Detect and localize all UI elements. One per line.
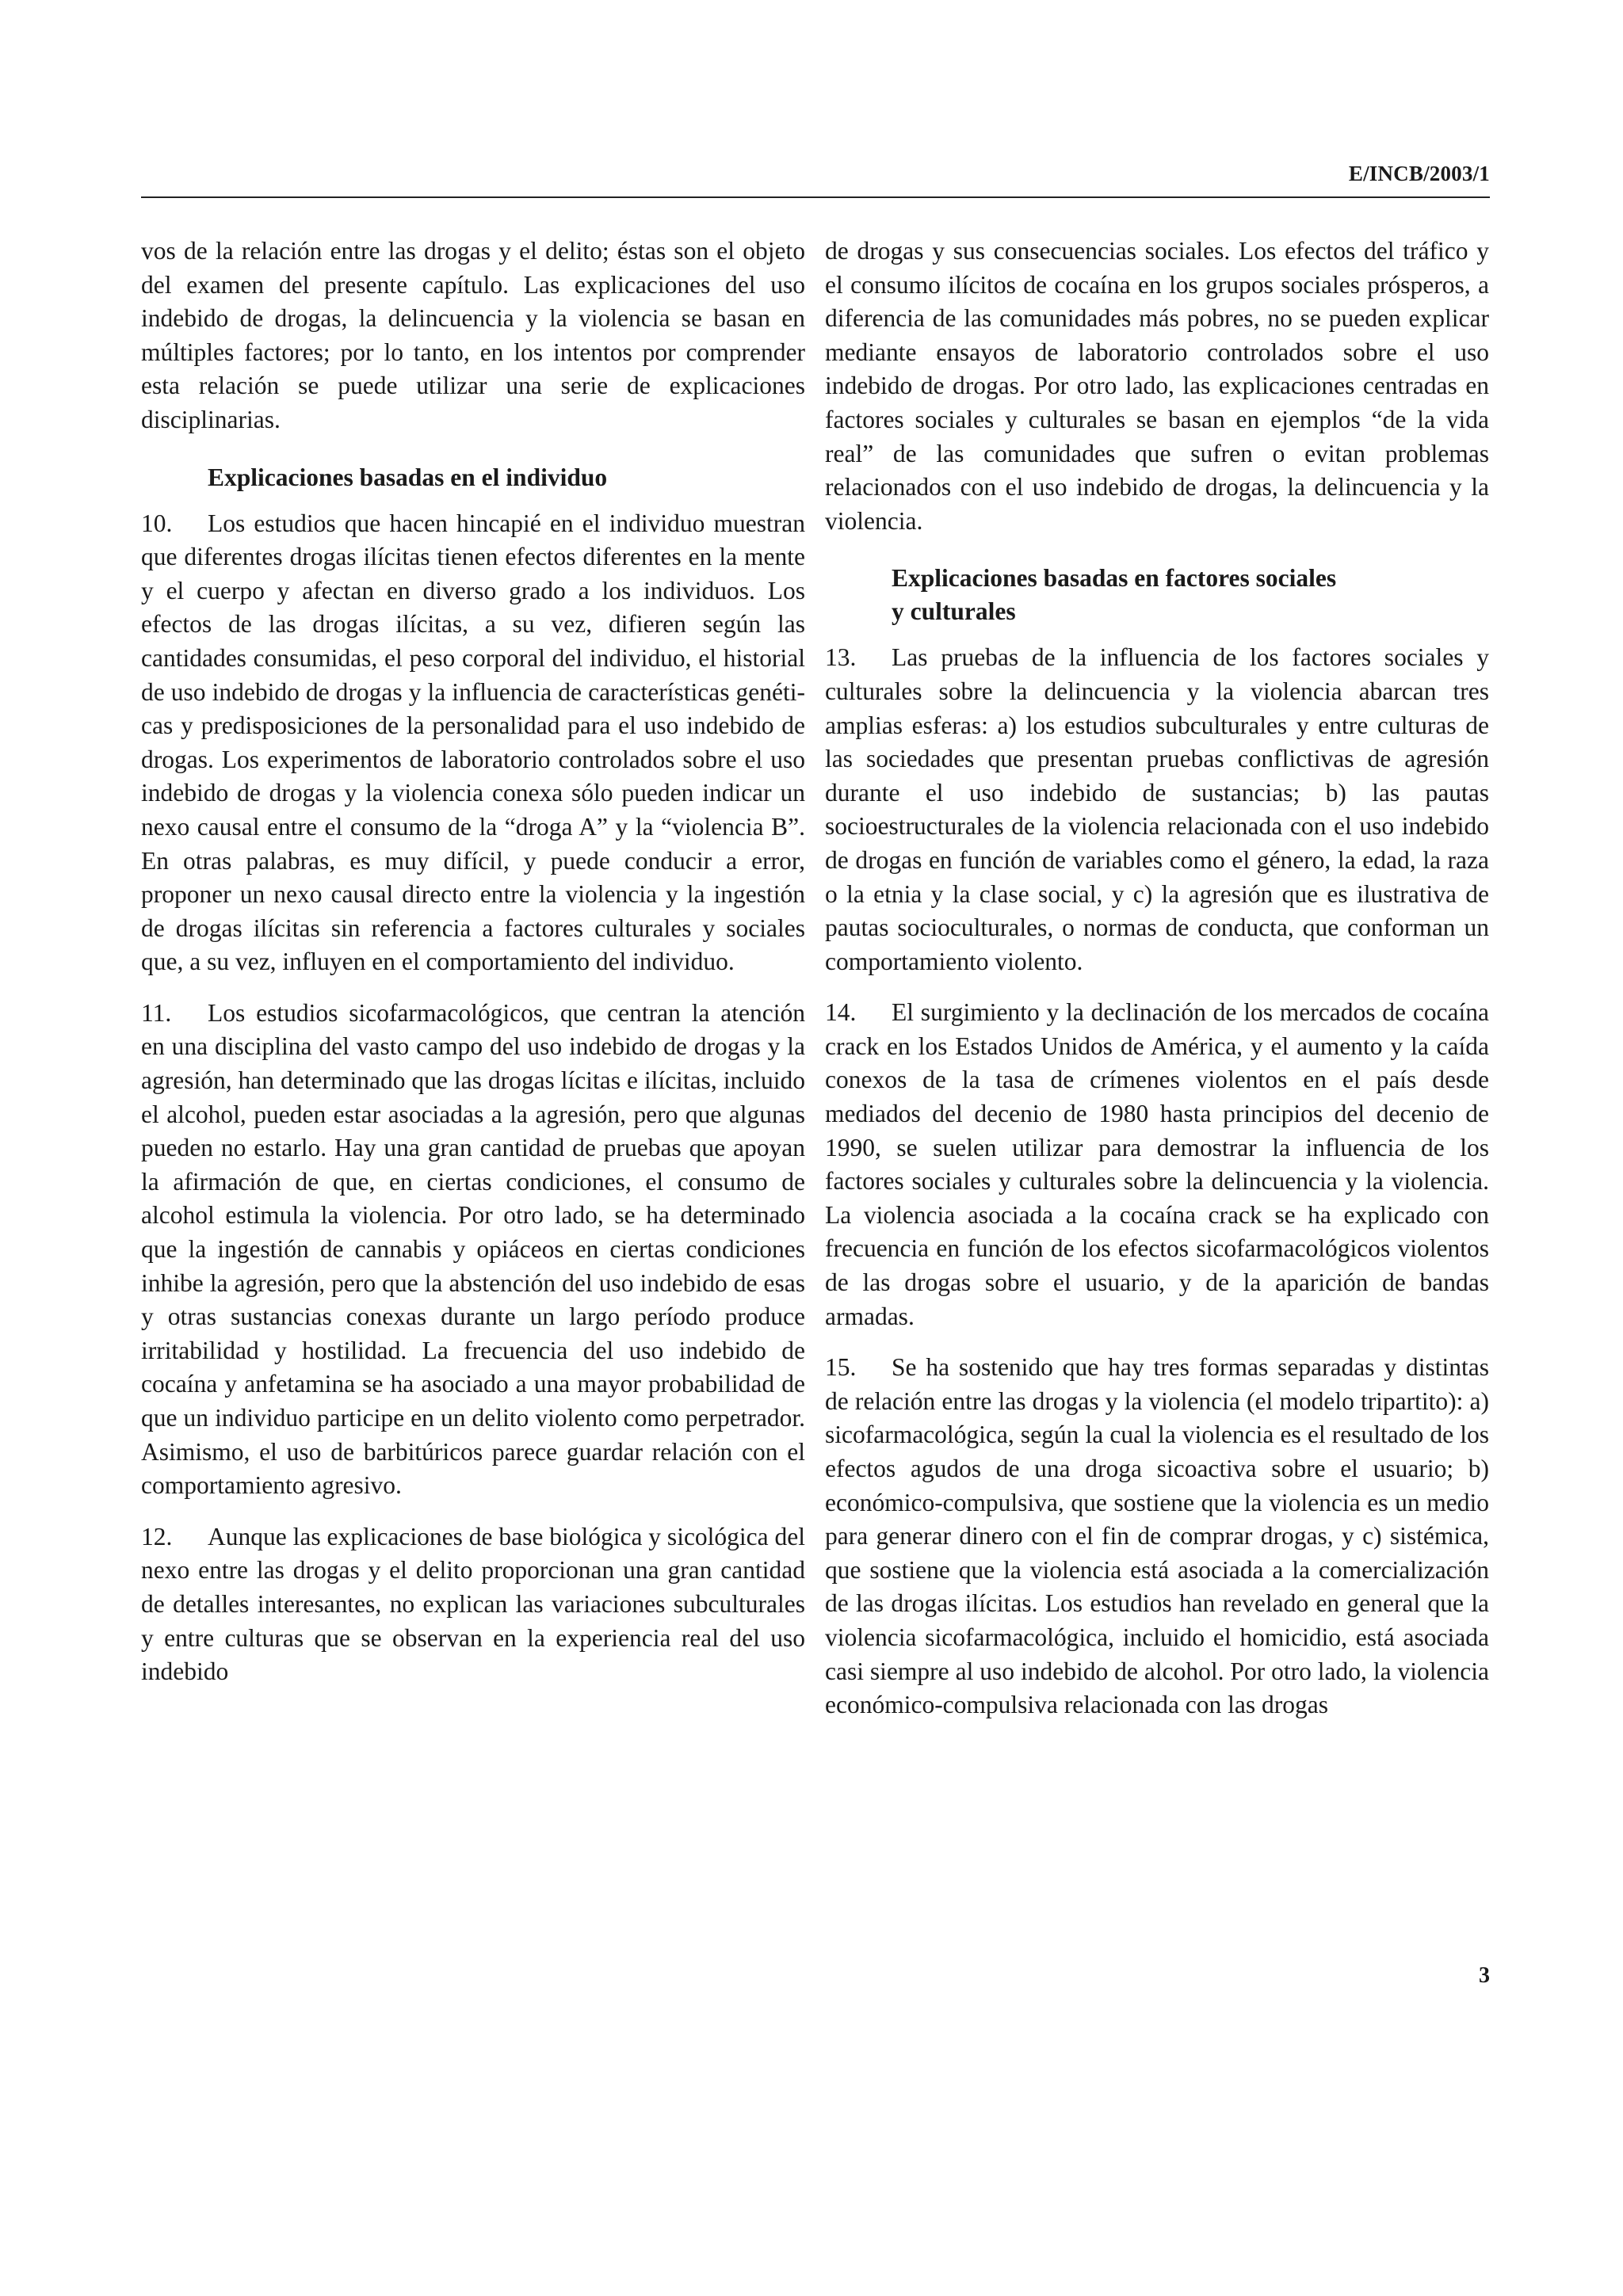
document-symbol: E/INCB/2003/1 bbox=[1348, 162, 1490, 185]
heading-line-1: Explicaciones basadas en factores sociales bbox=[892, 564, 1337, 593]
paragraph-text: Aunque las explicaciones de base biológica y sicológica del nexo entre las drogas y el delito proporcionan una gran cantidad de detalles interesantes, no explican las variaciones subculturales y entre culturas que se observan en la experiencia real del uso indebido bbox=[141, 1522, 806, 1686]
paragraph-10 bbox=[141, 507, 805, 979]
section-heading-social-cultural bbox=[892, 562, 1489, 628]
paragraph-11 bbox=[141, 997, 805, 1503]
paragraph-number: 14. bbox=[825, 998, 857, 1027]
paragraph-14 bbox=[825, 996, 1489, 1333]
paragraph-number: 11. bbox=[141, 998, 172, 1027]
paragraph-15 bbox=[825, 1351, 1489, 1722]
intro-continuation-paragraph: vos de la relación entre las drogas y el delito; éstas son el objeto del examen del presente capítulo. Las explicaciones del uso indebido de drogas, la delincuencia y la violencia se basan en múltiples factores; por lo tanto, en los intentos por comprender esta relación se puede utilizar una serie de explicaciones disciplinarias. bbox=[141, 237, 805, 433]
paragraph-12 bbox=[141, 1520, 805, 1689]
section-heading-individual: Explicaciones basadas en el individuo bbox=[208, 463, 608, 491]
paragraph-text: Los estudios sicofarmacológicos, que centran la atención en una disciplina del vasto campo del uso indebido de drogas y la agresión, han determinado que las drogas lícitas e ilícitas, incluido el alcohol, pueden estar asociadas a la agresión, pero que algunas pueden no estarlo. Hay una gran cantidad de pruebas que apoyan la afirmación de que, en ciertas condiciones, el consumo de alcohol estimula la violencia. Por otro lado, se ha determinado que la ingestión de cannabis y opiáceos en ciertas condiciones inhibe la agresión, pero que la abstención del uso indebido de esas y otras sustancias conexas durante un largo período produce irritabilidad y hostilidad. La frecuencia del uso indebido de cocaína y anfetamina se ha asociado a una mayor probabilidad de que un individuo participe en un delito violento como perpetrador. Asimismo, el uso de barbitúricos parece guardar relación con el comportamiento agresivo. bbox=[141, 998, 805, 1500]
paragraph-number: 13. bbox=[825, 643, 857, 672]
right-column bbox=[825, 235, 1489, 1740]
paragraph-text: Se ha sostenido que hay tres formas separadas y distintas de relación entre las drogas y la violencia (el modelo tripartito): a) sicofarmacológica, según la cual la violencia es el resultado de los efectos agudos de una droga sicoactiva sobre el usuario; b) económico-compulsiva, que sostiene que la violencia es un medio para generar dinero con el fin de comprar drogas, y c) sistémica, que sostiene que la violencia está asociada a la comercialización de las drogas ilícitas. Los estudios han revelado en general que la violencia sicofarmacológica, incluido el homicidio, está asociada casi siempre al uso indebido de alcohol. Por otro lado, la violencia económico-compulsiva relacionada con las drogas bbox=[825, 1353, 1489, 1719]
paragraph-number: 12. bbox=[141, 1522, 173, 1550]
header-divider bbox=[141, 196, 1490, 198]
paragraph-number: 15. bbox=[825, 1353, 857, 1382]
paragraph-text: Las pruebas de la influencia de los factores sociales y culturales sobre la delincuencia y la violencia abarcan tres amplias esferas: a) los estudios subculturales y entre culturas de las sociedades que presentan pruebas conflictivas de agresión durante el uso indebido de sustancias; b) las pautas socioestructurales de la violencia relacionada con el uso indebido de drogas en función de variables como el género, la edad, la raza o la etnia y la clase social, y c) la agresión que es ilustrativa de pautas socioculturales, o normas de conducta, que conforman un comportamiento violento. bbox=[825, 643, 1489, 975]
paragraph-number: 10. bbox=[141, 509, 173, 537]
paragraph-text: El surgimiento y la declinación de los mercados de cocaína crack en los Estados Unidos de América, y el aumento y la caída conexos de la tasa de crímenes violentos en el país desde mediados del decenio de 1980 hasta principios del decenio de 1990, se suelen utilizar para demostrar la influencia de los factores sociales y culturales sobre la delincuencia y la violencia. La violencia asociada a la cocaína crack se ha explicado con frecuencia en función de los efectos sicofarmacológicos violentos de las drogas sobre el usuario, y de la aparición de bandas armadas. bbox=[825, 998, 1489, 1330]
page-number: 3 bbox=[1479, 1963, 1490, 1988]
paragraph-text: Los estudios que hacen hincapié en el individuo muestran que diferentes drogas ilícitas tienen efectos diferentes en la mente y el cuerpo y afectan en diverso grado a los individuos. Los efectos de las drogas ilícitas, a su vez, difieren según las cantidades consumidas, el peso corporal del individuo, el historial de uso indebido de drogas y la influencia de características genéticas y predisposiciones de la personalidad para el uso indebido de drogas. Los experimentos de laboratorio controlados sobre el uso indebido de drogas y la violencia conexa sólo pueden indicar un nexo causal entre el consumo de la “droga A” y la “violencia B”. En otras palabras, es muy difícil, y puede conducir a error, proponer un nexo causal directo entre la violencia y la ingestión de drogas ilícitas sin referencia a factores culturales y sociales que, a su vez, influyen en el comportamiento del individuo. bbox=[141, 509, 805, 976]
paragraph-13 bbox=[825, 641, 1489, 978]
continuation-paragraph: de drogas y sus consecuencias sociales. Los efectos del tráfico y el consumo ilícitos de cocaína en los grupos sociales prósperos, a diferencia de las comunidades más pobres, no se pueden explicar mediante ensayos de laboratorio controlados sobre el uso indebido de drogas. Por otro lado, las explicaciones centradas en factores sociales y culturales se basan en ejemplos “de la vida real” de las comunidades que sufren o evitan problemas relacionados con el uso indebido de drogas, la delincuencia y la violencia. bbox=[825, 237, 1489, 535]
heading-line-2: y culturales bbox=[892, 597, 1016, 626]
left-column bbox=[141, 235, 805, 1707]
